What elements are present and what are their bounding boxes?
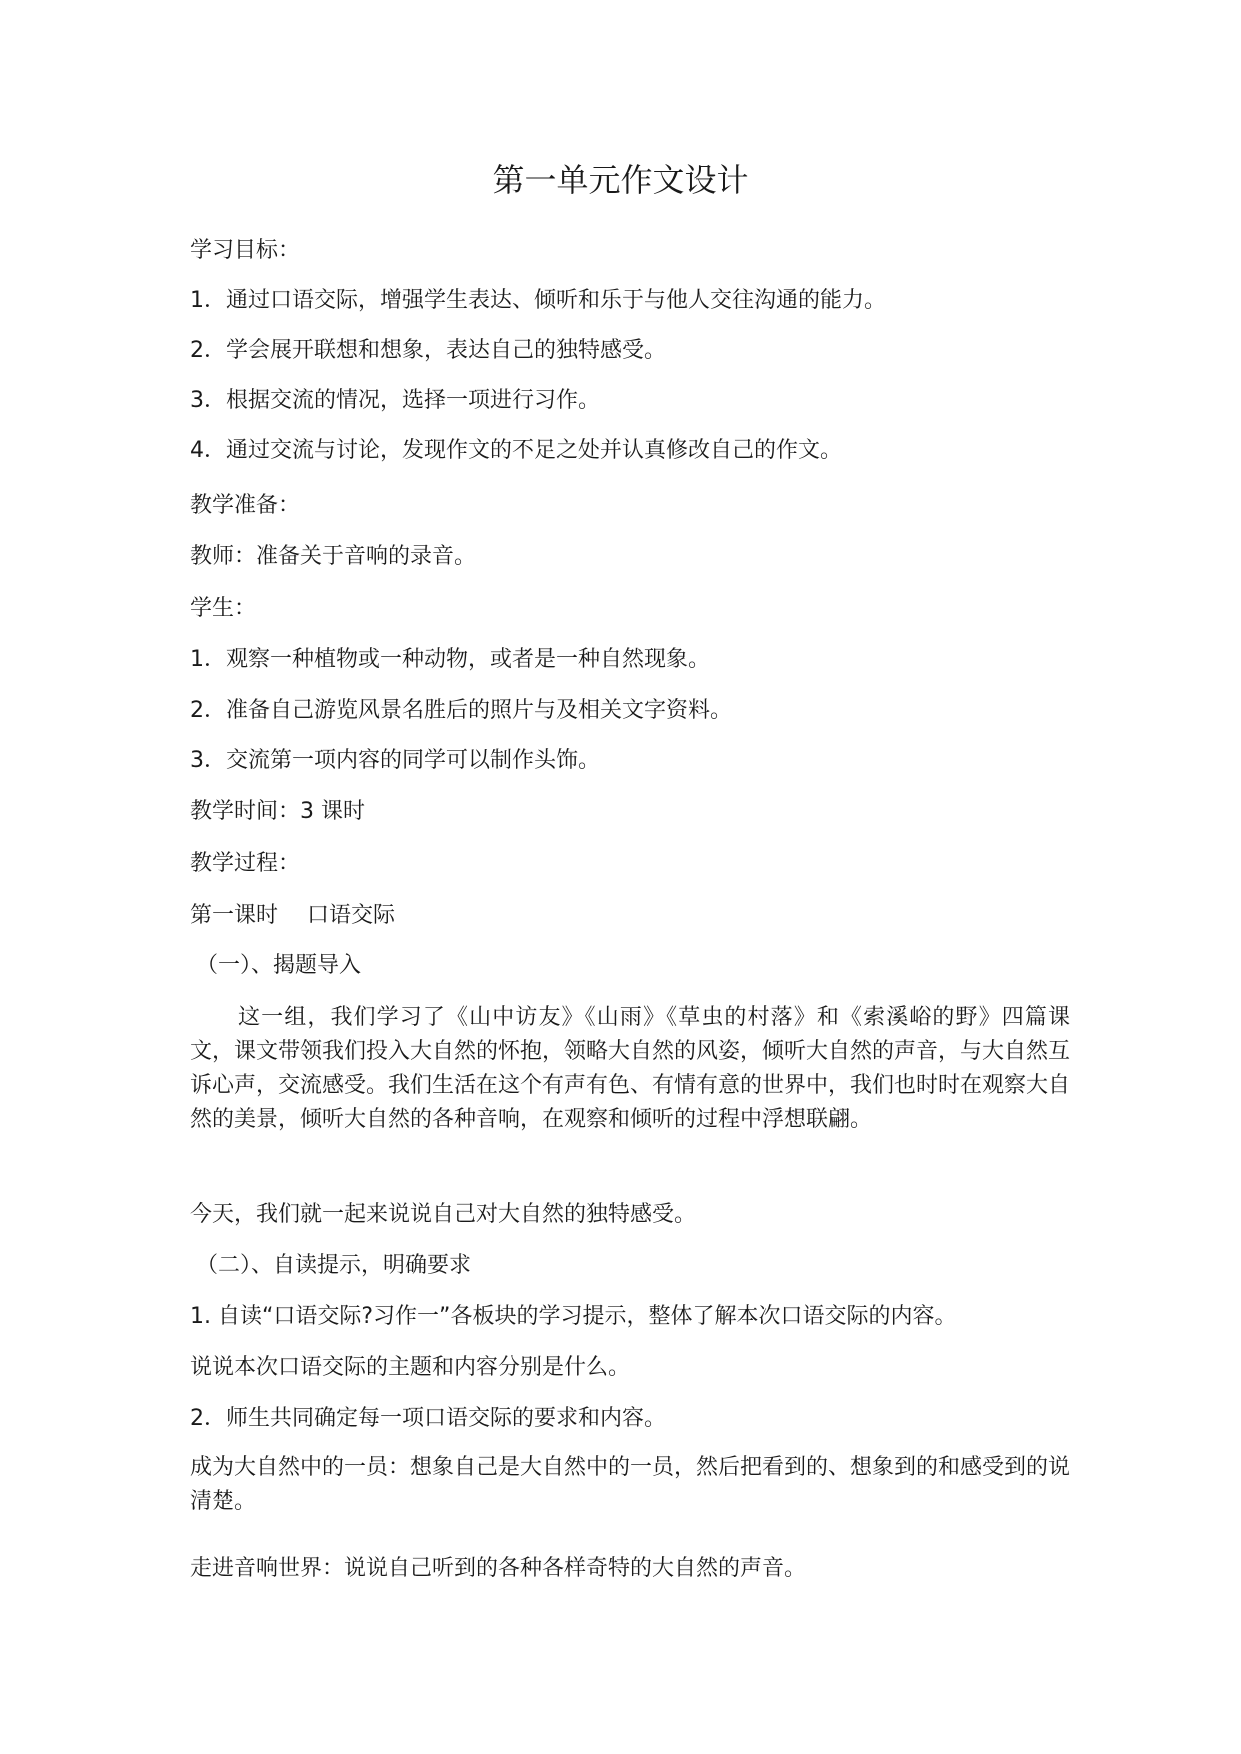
section-heading: （一）、揭题导入	[196, 953, 362, 978]
student-prep-item: 1．观察一种植物或一种动物，或者是一种自然现象。	[190, 647, 710, 672]
step-item: 1. 自读“口语交际?习作一”各板块的学习提示，整体了解本次口语交际的内容。	[190, 1304, 957, 1329]
objective-item: 3．根据交流的情况，选择一项进行习作。	[190, 388, 600, 413]
document-title: 第一单元作文设计	[492, 161, 749, 199]
teaching-time: 教学时间：3 课时	[190, 799, 365, 824]
objective-item: 1．通过口语交际，增强学生表达、倾听和乐于与他人交往沟通的能力。	[190, 288, 886, 313]
section-heading: （二）、自读提示，明确要求	[196, 1253, 472, 1278]
objectives-heading: 学习目标：	[190, 238, 301, 263]
today-line: 今天，我们就一起来说说自己对大自然的独特感受。	[190, 1202, 697, 1227]
lesson-heading: 第一课时 口语交际	[190, 903, 395, 928]
step-item: 2．师生共同确定每一项口语交际的要求和内容。	[190, 1406, 666, 1431]
objective-item: 4．通过交流与讨论，发现作文的不足之处并认真修改自己的作文。	[190, 438, 842, 463]
nature-item: 成为大自然中的一员：想象自己是大自然中的一员，然后把看到的、想象到的和感受到的说清楚。	[190, 1455, 1071, 1514]
objective-item: 2．学会展开联想和想象，表达自己的独特感受。	[190, 338, 666, 363]
student-prep-item: 3．交流第一项内容的同学可以制作头饰。	[190, 748, 600, 773]
student-heading: 学生：	[190, 596, 257, 621]
sound-item: 走进音响世界：说说自己听到的各种各样奇特的大自然的声音。	[190, 1556, 807, 1581]
teacher-prep: 教师：准备关于音响的录音。	[190, 544, 477, 569]
process-heading: 教学过程：	[190, 851, 301, 876]
step-question: 说说本次口语交际的主题和内容分别是什么。	[190, 1355, 631, 1380]
student-prep-item: 2．准备自己游览风景名胜后的照片与及相关文字资料。	[190, 698, 732, 723]
intro-paragraph: 这一组，我们学习了《山中访友》《山雨》《草虫的村落》和《索溪峪的野》四篇课文，课文带领我们投入大自然的怀抱，领略大自然的风姿，倾听大自然的声音，与大自然互诉心声，交流感受。我们生活在这个有声有色、有情有意的世界中，我们也时时在观察大自然的美景，倾听大自然的各种音响，在观察和倾听的过程中浮想联翩。	[190, 1005, 1071, 1132]
prep-heading: 教学准备：	[190, 493, 301, 518]
